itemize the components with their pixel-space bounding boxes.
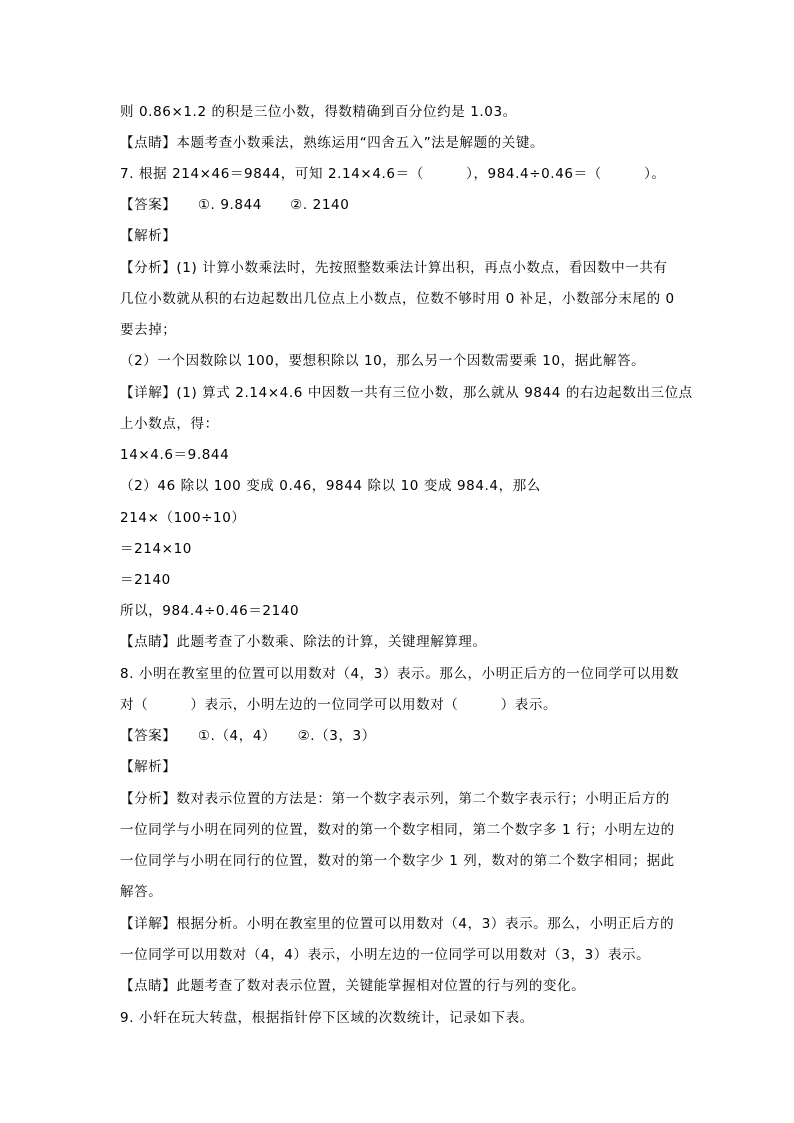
line-text: 【详解】(1) 算式 2.14×4.6 中因数一共有三位小数，那么就从 9844 的右边起数出三位点 [120, 385, 693, 401]
line-text: 一位同学与小明在同行的位置，数对的第一个数字少 1 列，数对的第二个数字相同；据此 [120, 853, 675, 869]
line-text: 214×（100÷10） [120, 510, 246, 526]
line-text: 【解析】 [120, 759, 177, 775]
line-text: （2）46 除以 100 变成 0.46，9844 除以 10 变成 984.4，那么 [120, 478, 541, 494]
text-line [120, 539, 680, 559]
line-text: 所以，984.4÷0.46＝2140 [120, 603, 300, 619]
question-9 [120, 1008, 680, 1028]
text-line [120, 102, 680, 122]
analysis-heading [120, 757, 680, 777]
line-text: 对（ ）表示，小明左边的一位同学可以用数对（ ）表示。 [120, 697, 558, 713]
line-text: （2）一个因数除以 100，要想积除以 10，那么另一个因数需要乘 10，据此解答。 [120, 353, 646, 369]
text-line [120, 976, 680, 996]
line-text: 【点睛】此题考查了数对表示位置，关键能掌握相对位置的行与列的变化。 [120, 978, 586, 994]
line-text: 【答案】 ①. 9.844 ②. 2140 [120, 197, 350, 213]
line-text: 【解析】 [120, 228, 177, 244]
text-line [120, 601, 680, 621]
text-line [120, 851, 680, 871]
text-line [120, 820, 680, 840]
text-line [120, 508, 680, 528]
line-text: 解答。 [120, 884, 163, 900]
text-line [120, 445, 680, 465]
text-line [120, 632, 680, 652]
line-text: 则 0.86×1.2 的积是三位小数，得数精确到百分位约是 1.03。 [120, 104, 517, 120]
answer-line [120, 726, 680, 746]
text-line [120, 476, 680, 496]
text-line [120, 945, 680, 965]
line-text: 【答案】 ①.（4，4） ②.（3，3） [120, 728, 376, 744]
text-line [120, 383, 693, 403]
line-text: 9. 小轩在玩大转盘，根据指针停下区域的次数统计，记录如下表。 [120, 1010, 534, 1026]
text-line [120, 258, 680, 278]
text-line [120, 133, 680, 153]
line-text: 一位同学与小明在同列的位置，数对的第一个数字相同，第二个数字多 1 行；小明左边的 [120, 822, 675, 838]
line-text: ＝2140 [120, 572, 171, 588]
text-line [120, 289, 680, 309]
question-8 [120, 664, 680, 684]
line-text: 【分析】(1) 计算小数乘法时，先按照整数乘法计算出积，再点小数点，看因数中一共有 [120, 260, 668, 276]
line-text: 【点睛】本题考查小数乘法，熟练运用“四舍五入”法是解题的关键。 [120, 135, 545, 151]
line-text: 14×4.6＝9.844 [120, 447, 230, 463]
text-line [120, 695, 680, 715]
line-text: 一位同学可以用数对（4，4）表示，小明左边的一位同学可以用数对（3，3）表示。 [120, 947, 651, 963]
text-line [120, 414, 680, 434]
answer-line [120, 195, 680, 215]
line-text: 【详解】根据分析。小明在教室里的位置可以用数对（4，3）表示。那么，小明正后方的 [120, 916, 675, 932]
line-text: 上小数点，得： [120, 416, 219, 432]
analysis-heading [120, 226, 680, 246]
line-text: 7. 根据 214×46＝9844，可知 2.14×4.6＝（ ），984.4÷0.46＝（ ）。 [120, 166, 666, 182]
text-line [120, 351, 680, 371]
text-line [120, 882, 680, 902]
text-line [120, 570, 680, 590]
question-7 [120, 164, 680, 184]
line-text: 【分析】数对表示位置的方法是：第一个数字表示列，第二个数字表示行；小明正后方的 [120, 791, 670, 807]
line-text: ＝214×10 [120, 541, 192, 557]
text-line [120, 914, 680, 934]
line-text: 要去掉； [120, 322, 177, 338]
line-text: 【点睛】此题考查了小数乘、除法的计算，关键理解算理。 [120, 634, 487, 650]
text-line [120, 320, 680, 340]
line-text: 8. 小明在教室里的位置可以用数对（4，3）表示。那么，小明正后方的一位同学可以用数 [120, 666, 680, 682]
line-text: 几位小数就从积的右边起数出几位点上小数点，位数不够时用 0 补足，小数部分末尾的 0 [120, 291, 675, 307]
text-line [120, 789, 680, 809]
